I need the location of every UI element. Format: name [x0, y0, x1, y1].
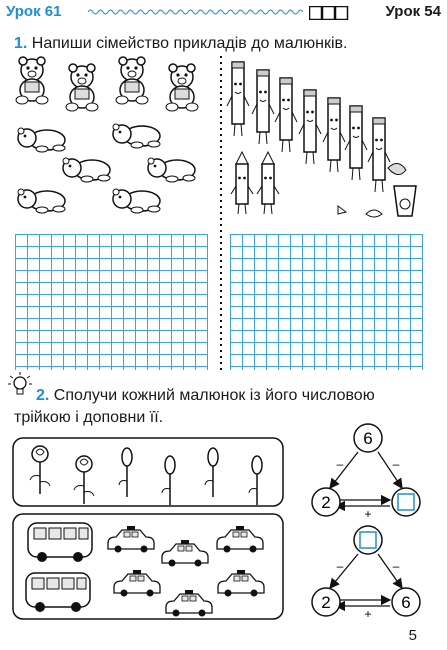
- task2-text-line2: трійкою і доповни її.: [14, 409, 164, 426]
- pencil-icon: [252, 70, 274, 144]
- pencil-icon: [368, 118, 390, 192]
- section-divider: [219, 56, 223, 371]
- number-triangles: [296, 418, 436, 623]
- answer-grid-left[interactable]: [15, 234, 208, 370]
- pencil-icon: [231, 152, 253, 214]
- triangle-bottom-op-bottom: +: [364, 607, 372, 621]
- bear-icon: [66, 64, 98, 111]
- triangle-bottom-value-left: 2: [321, 593, 331, 612]
- task1-text: Напиши сімейство прикладів до малюнків.: [31, 35, 348, 52]
- pencils-illustration: [226, 56, 426, 221]
- task1-number: 1.: [14, 35, 28, 52]
- bear-icon: [16, 57, 48, 104]
- lying-bear-icon: [63, 158, 110, 182]
- lying-bear-icon: [148, 158, 195, 182]
- pencil-icon: [257, 152, 279, 214]
- triangle-top-value-left: 2: [321, 493, 331, 512]
- pencil-icon: [323, 98, 345, 172]
- triangle-top-value-top: 6: [363, 429, 373, 448]
- task2-number: 2.: [36, 387, 50, 404]
- bear-icon: [116, 57, 148, 104]
- triangle-top-op-bottom: +: [364, 507, 372, 521]
- vehicles-box[interactable]: [12, 513, 284, 620]
- pencil-icon: [345, 106, 367, 180]
- task2-instruction: [36, 385, 375, 407]
- lying-bear-icon: [18, 128, 65, 152]
- triangle-bottom-value-right: 6: [401, 593, 411, 612]
- lying-bear-icon: [113, 189, 160, 213]
- triangle-top-op-right: –: [392, 457, 400, 471]
- bulb-icon: [6, 370, 32, 398]
- header-wave-divider: [88, 8, 303, 16]
- triangle-top-answer-box: [398, 494, 414, 510]
- triangle-bottom-op-right: –: [392, 559, 400, 573]
- answer-grid-right[interactable]: [230, 234, 423, 370]
- lying-bear-icon: [18, 189, 65, 213]
- flowers-box[interactable]: [12, 437, 284, 507]
- triangle-bottom-answer-box: [360, 532, 376, 548]
- lesson-label-right: Урок 54: [385, 3, 441, 20]
- lying-bear-icon: [113, 124, 160, 148]
- lesson-label-left: Урок 61: [6, 3, 62, 20]
- bus-icon: [26, 573, 90, 612]
- pencil-icon: [299, 90, 321, 164]
- triangle-bottom-op-left: –: [336, 559, 344, 573]
- bears-illustration: [12, 56, 212, 216]
- task1-instruction: [14, 33, 347, 55]
- triangle-top-op-left: –: [336, 457, 344, 471]
- bus-icon: [28, 523, 92, 562]
- pencil-icon: [227, 62, 249, 136]
- header-boxes-icon: [309, 6, 349, 25]
- bear-icon: [166, 64, 198, 111]
- pencil-icon: [275, 78, 297, 152]
- page-number: 5: [408, 627, 417, 644]
- task2-text-line1: Сполучи кожний малюнок із його числовою: [53, 387, 375, 404]
